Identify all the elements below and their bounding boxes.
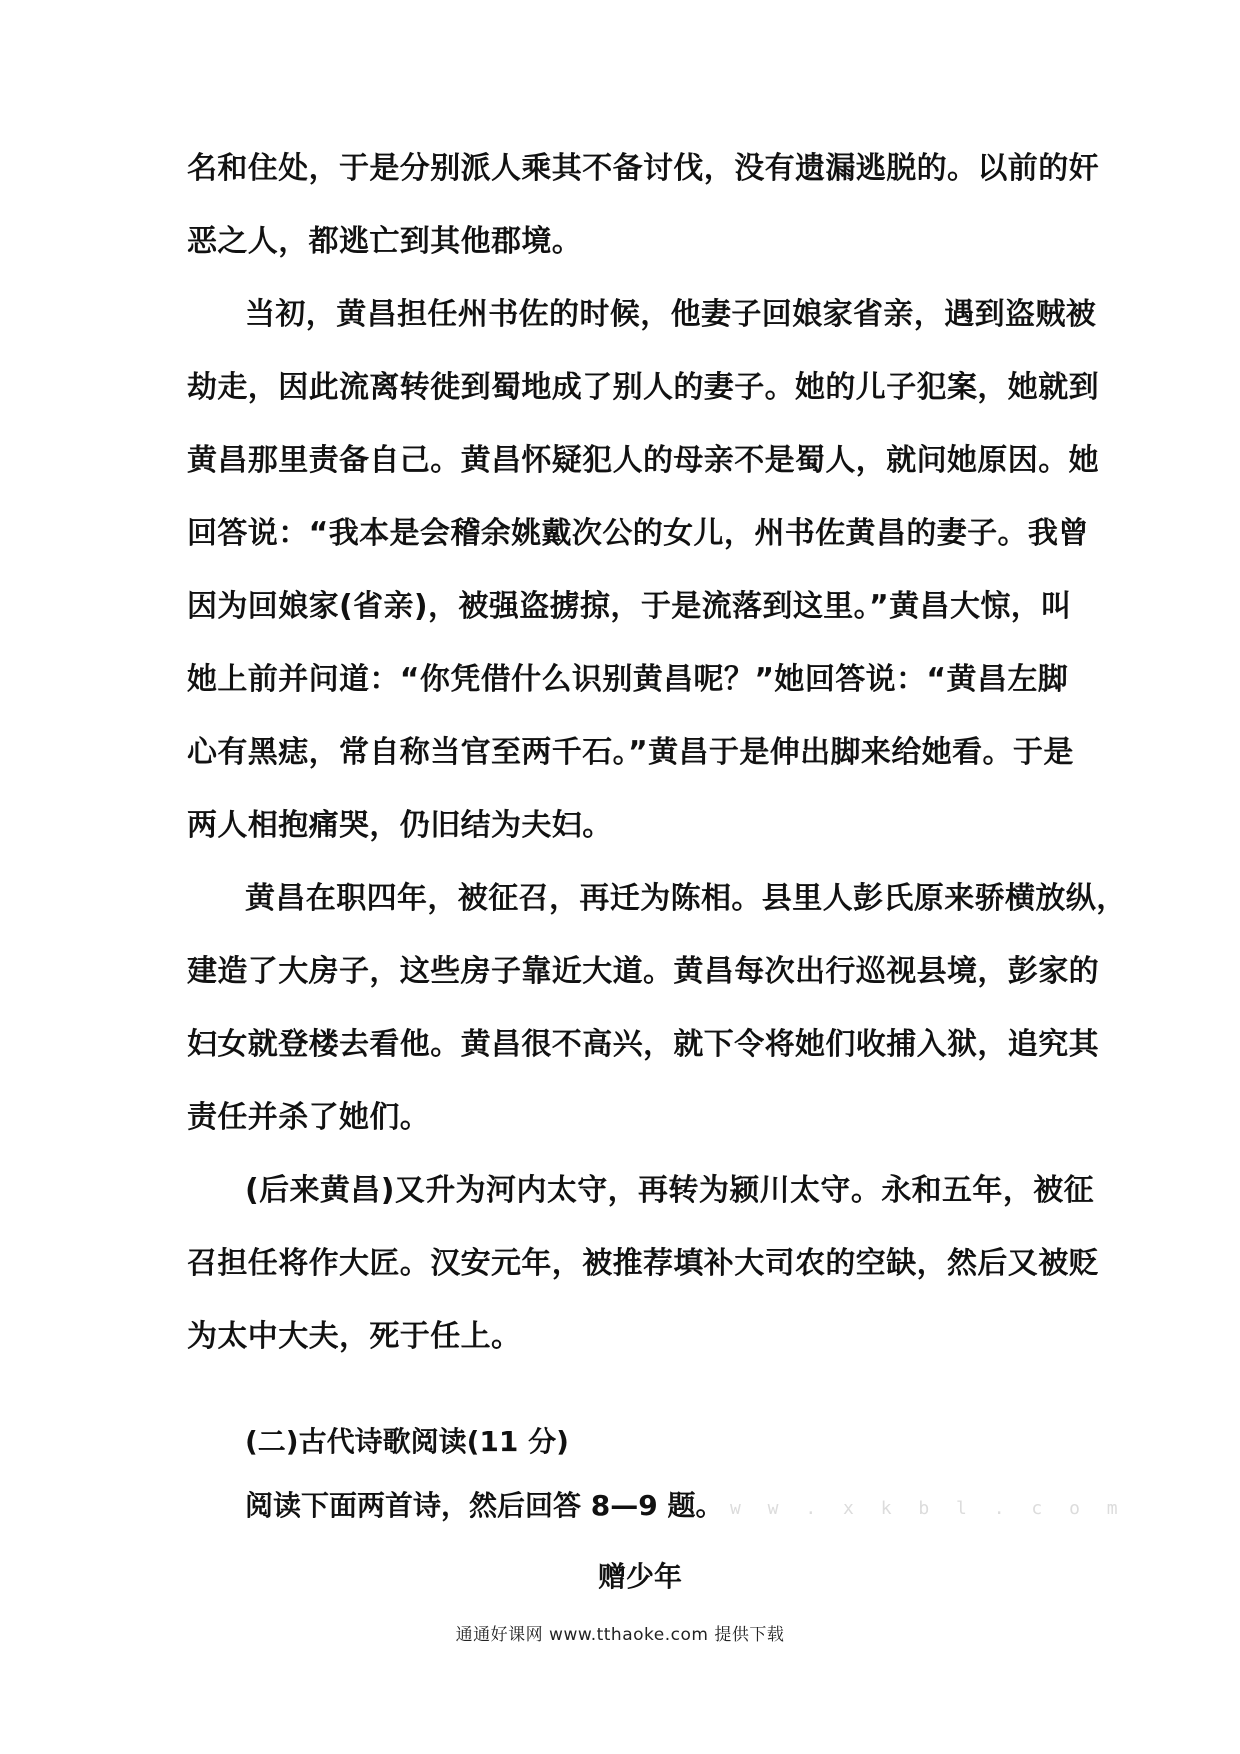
body-line: 她上前并问道：“你凭借什么识别黄昌呢？”她回答说：“黄昌左脚 bbox=[187, 662, 1069, 697]
body-text bbox=[187, 132, 1127, 1373]
section-heading: (二)古代诗歌阅读(11 分) bbox=[245, 1425, 569, 1458]
body-line: 为太中大夫，死于任上。 bbox=[187, 1319, 522, 1354]
body-line: 当初，黄昌担任州书佐的时候，他妻子回娘家省亲，遇到盗贼被 bbox=[245, 297, 1097, 332]
section-instruction: 阅读下面两首诗，然后回答 8—9 题。 bbox=[245, 1489, 724, 1522]
body-line: 黄昌那里责备自己。黄昌怀疑犯人的母亲不是蜀人，就问她原因。她 bbox=[187, 443, 1099, 478]
body-line: 两人相抱痛哭，仍旧结为夫妇。 bbox=[187, 808, 613, 843]
watermark: w w . x k b l . c o m bbox=[730, 1498, 1126, 1519]
page-footer: 通通好课网 www.tthaoke.com 提供下载 bbox=[455, 1625, 785, 1645]
body-line: 建造了大房子，这些房子靠近大道。黄昌每次出行巡视县境，彭家的 bbox=[187, 954, 1099, 989]
body-line: 黄昌在职四年，被征召，再迁为陈相。县里人彭氏原来骄横放纵， bbox=[245, 881, 1127, 916]
body-line: 回答说：“我本是会稽余姚戴次公的女儿，州书佐黄昌的妻子。我曾 bbox=[187, 516, 1089, 551]
poem-title: 赠少年 bbox=[597, 1560, 682, 1593]
body-line: 责任并杀了她们。 bbox=[187, 1100, 431, 1135]
body-line: 恶之人，都逃亡到其他郡境。 bbox=[187, 224, 583, 259]
body-line: 召担任将作大匠。汉安元年，被推荐填补大司农的空缺，然后又被贬 bbox=[187, 1246, 1099, 1281]
body-line: 名和住处，于是分别派人乘其不备讨伐，没有遗漏逃脱的。以前的奸 bbox=[187, 151, 1099, 186]
body-line: 因为回娘家(省亲)，被强盗掳掠，于是流落到这里。”黄昌大惊，叫 bbox=[187, 589, 1072, 624]
body-line: 心有黑痣，常自称当官至两千石。”黄昌于是伸出脚来给她看。于是 bbox=[187, 735, 1074, 770]
body-line: (后来黄昌)又升为河内太守，再转为颍川太守。永和五年，被征 bbox=[245, 1173, 1095, 1208]
body-line: 妇女就登楼去看他。黄昌很不高兴，就下令将她们收捕入狱，追究其 bbox=[187, 1027, 1099, 1062]
body-line: 劫走，因此流离转徙到蜀地成了别人的妻子。她的儿子犯案，她就到 bbox=[187, 370, 1099, 405]
